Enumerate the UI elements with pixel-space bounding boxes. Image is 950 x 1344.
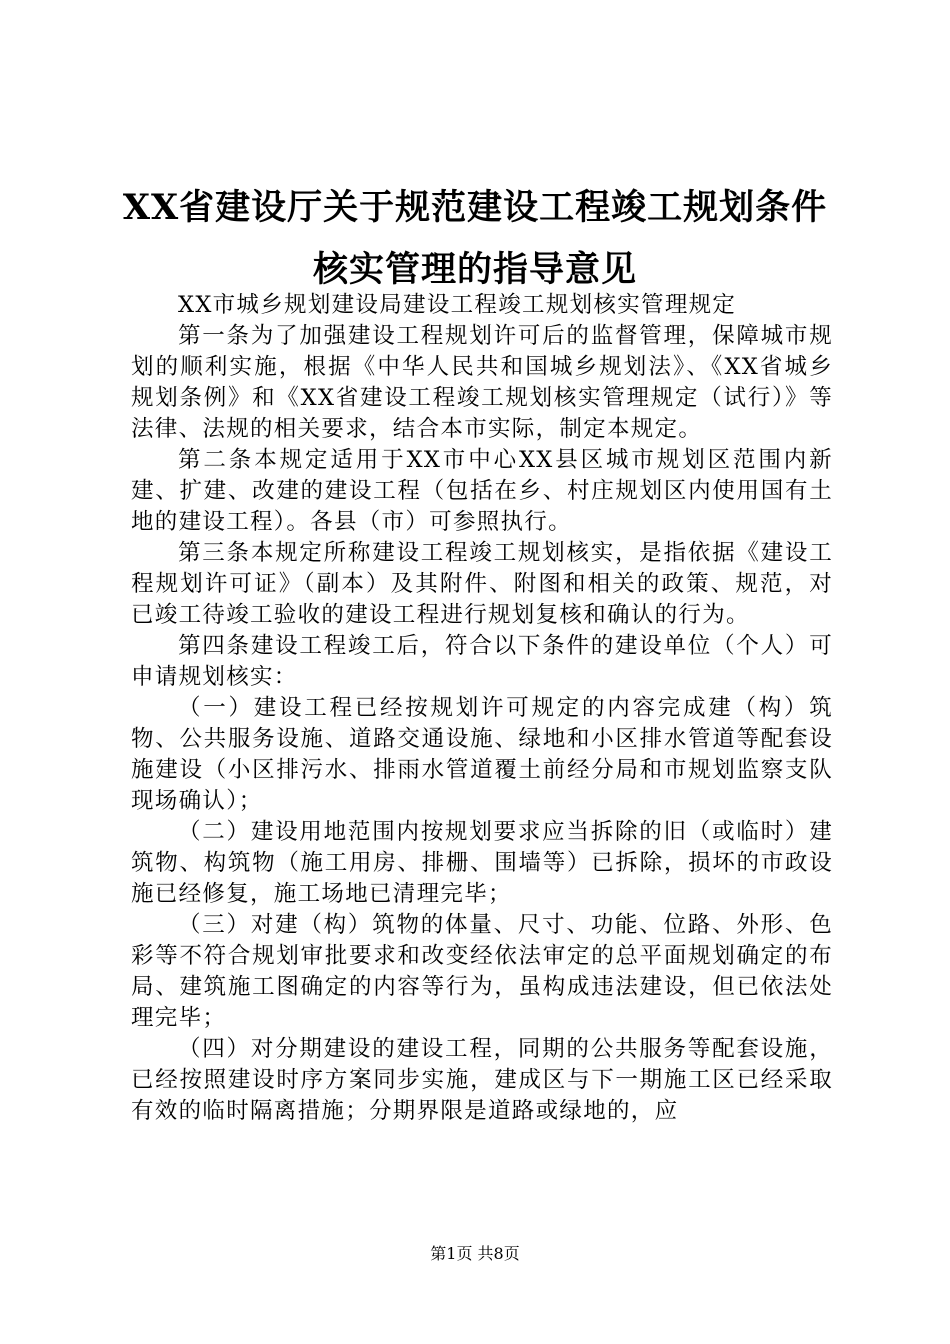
paragraph-article-1: 第一条为了加强建设工程规划许可后的监督管理，保障城市规划的顺利实施，根据《中华人民共和国城乡规划法》、《XX省城乡规划条例》和《XX省建设工程竣工规划核实管理规定（试行）》等法律、法规的相关要求，结合本市实际，制定本规定。 (131, 323, 833, 442)
paragraph-article-4: 第四条建设工程竣工后，符合以下条件的建设单位（个人）可申请规划核实： (131, 633, 833, 690)
paragraph-article-2: 第二条本规定适用于XX市中心XX县区城市规划区范围内新建、扩建、改建的建设工程（包括在乡、村庄规划区内使用国有土地的建设工程）。各县（市）可参照执行。 (131, 447, 833, 535)
paragraph-clause-3: （三）对建（构）筑物的体量、尺寸、功能、位路、外形、色彩等不符合规划审批要求和改变经依法审定的总平面规划确定的布局、建筑施工图确定的内容等行为，虽构成违法建设，但已依法处理完毕； (131, 912, 833, 1031)
paragraph-clause-4: （四）对分期建设的建设工程，同期的公共服务等配套设施，已经按照建设时序方案同步实施，建成区与下一期施工区已经采取有效的临时隔离措施；分期界限是道路或绿地的，应 (131, 1036, 833, 1124)
document-title-line-2: 核实管理的指导意见 (312, 249, 637, 290)
document-title-line-1: XX省建设厅关于规范建设工程竣工规划条件 (122, 187, 828, 228)
page-number-footer: 第1页 共8页 (430, 1244, 520, 1263)
paragraph-clause-2: （二）建设用地范围内按规划要求应当拆除的旧（或临时）建筑物、构筑物（施工用房、排栅、围墙等）已拆除，损坏的市政设施已经修复，施工场地已清理完毕； (131, 819, 833, 907)
paragraph-article-3: 第三条本规定所称建设工程竣工规划核实，是指依据《建设工程规划许可证》（副本）及其附件、附图和相关的政策、规范，对已竣工待竣工验收的建设工程进行规划复核和确认的行为。 (131, 540, 833, 628)
document-subtitle: XX市城乡规划建设局建设工程竣工规划核实管理规定 (178, 292, 737, 318)
document-body (131, 290, 833, 1127)
paragraph-clause-1: （一）建设工程已经按规划许可规定的内容完成建（构）筑物、公共服务设施、道路交通设施、绿地和小区排水管道等配套设施建设（小区排污水、排雨水管道覆土前经分局和市规划监察支队现场确认）； (131, 695, 833, 814)
